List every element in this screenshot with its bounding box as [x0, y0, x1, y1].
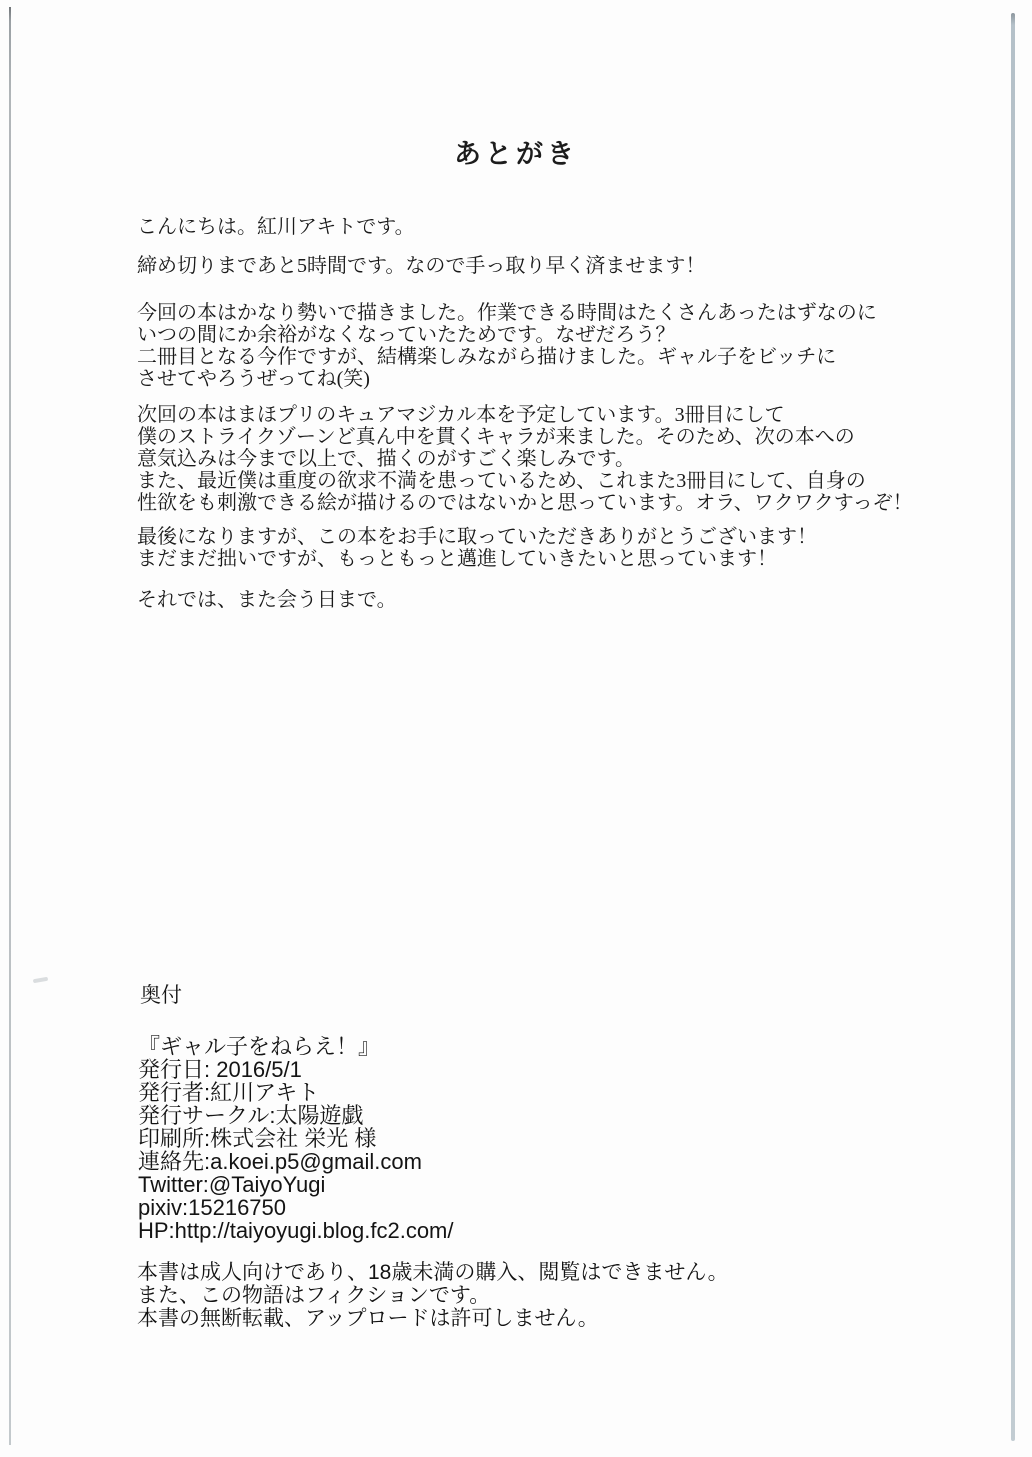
printer-line: 印刷所:株式会社 栄光 様	[138, 1126, 377, 1151]
text-line: まだまだ拙いですが、もっともっと邁進していきたいと思っています！	[137, 548, 777, 570]
scan-edge-left-line	[9, 7, 11, 1445]
disclaimer-section	[137, 1261, 729, 1330]
afterword-paragraph-greeting	[137, 216, 913, 238]
afterword-paragraph-this-book	[137, 302, 913, 390]
publish-date-line: 発行日: 2016/5/1	[138, 1057, 302, 1082]
contact-line: 連絡先:a.koei.p5@gmail.com	[138, 1149, 422, 1174]
pixiv-line: pixiv:15216750	[138, 1195, 287, 1220]
disclaimer-line: 本書の無断転載、アップロードは許可しません。	[137, 1307, 599, 1330]
text-line: 今回の本はかなり勢いで描きました。作業できる時間はたくさんあったはずなのに	[137, 302, 877, 324]
homepage-line: HP:http://taiyoyugi.blog.fc2.com/	[138, 1218, 454, 1243]
disclaimer-line: 本書は成人向けであり、18歳未満の購入、閲覧はできません。	[137, 1261, 729, 1284]
afterword-closing	[137, 589, 913, 611]
text-line: こんにちは。紅川アキトです。	[137, 216, 415, 238]
afterword-title: あとがき	[454, 139, 578, 169]
circle-line: 発行サークル:太陽遊戯	[138, 1103, 364, 1128]
text-line: させてやろうぜってね(笑)	[137, 368, 370, 390]
afterword-paragraph-next-book	[137, 404, 913, 514]
text-line: 僕のストライクゾーンど真ん中を貫くキャラが来ました。そのため、次の本への	[137, 426, 855, 448]
author-line: 発行者:紅川アキト	[138, 1080, 320, 1105]
scan-smudge	[33, 977, 48, 984]
text-line: また、最近僕は重度の欲求不満を患っているため、これまた3冊目にして、自身の	[137, 470, 866, 492]
text-line: いつの間にか余裕がなくなっていたためです。なぜだろう？	[137, 324, 676, 346]
colophon-section	[138, 984, 454, 1242]
afterword-paragraph-thanks	[137, 526, 913, 570]
afterword-paragraph-deadline	[137, 255, 913, 277]
text-line: 意気込みは今まで以上で、描くのがすごく楽しみです。	[137, 448, 635, 470]
text-line: 次回の本はまほプリのキュアマジカル本を予定しています。3冊目にして	[137, 404, 785, 426]
text-line: 性欲をも刺激できる絵が描けるのではないかと思っています。オラ、ワクワクすっぞ！	[137, 492, 913, 514]
text-line: 締め切りまであと5時間です。なので手っ取り早く済ませます！	[137, 255, 706, 277]
book-title: 『ギャル子をねらえ！』	[138, 1034, 381, 1059]
text-line: 二冊目となる今作ですが、結構楽しみながら描けました。ギャル子をビッチに	[137, 346, 837, 368]
text-line: それでは、また会う日まで。	[137, 589, 397, 611]
colophon-heading: 奥付	[140, 984, 182, 1007]
text-line: 最後になりますが、この本をお手に取っていただきありがとうございます！	[137, 526, 817, 548]
colophon-lines	[138, 1035, 454, 1242]
twitter-line: Twitter:@TaiyoYugi	[138, 1172, 326, 1197]
disclaimer-line: また、この物語はフィクションです。	[137, 1284, 491, 1307]
afterword-section	[137, 216, 913, 611]
scan-edge-right-line	[1011, 13, 1015, 1441]
